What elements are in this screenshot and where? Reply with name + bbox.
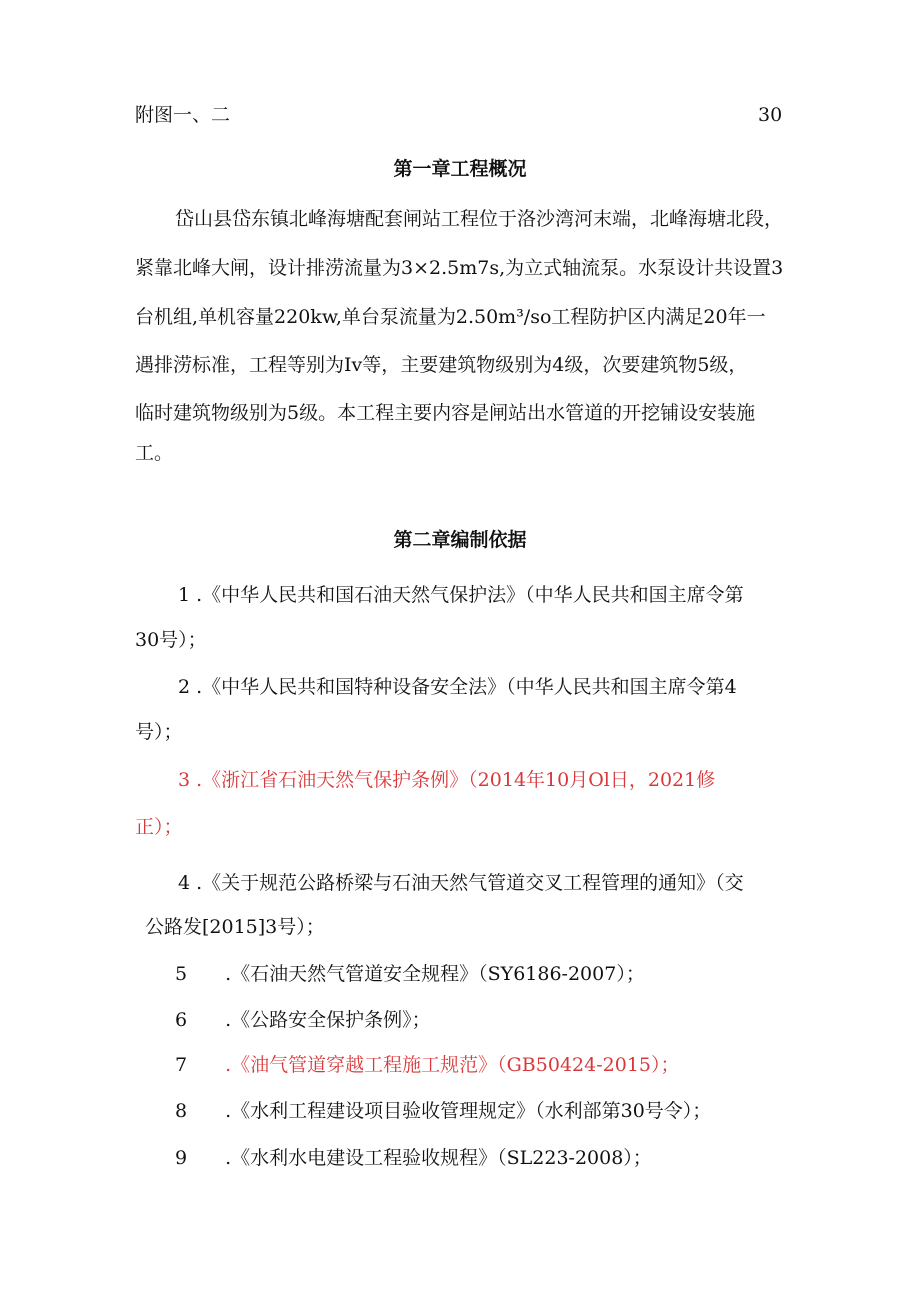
chapter1-paragraph-line: 紧靠北峰大闸，设计排涝流量为3×2.5m7s,为立式轴流泵。水泵设计共设置3 (135, 257, 784, 279)
reference-item-7 (175, 1053, 680, 1077)
reference-item-3-cont: 正）； (135, 816, 183, 838)
chapter1-title: 第一章工程概况 (393, 158, 527, 180)
item-number: 7 (175, 1054, 188, 1076)
item-number: 3 (178, 769, 191, 791)
item-number: 2 (178, 676, 191, 698)
reference-item-5 (175, 962, 645, 986)
reference-item-2-cont: 号）； (135, 721, 183, 743)
reference-item-6 (175, 1008, 431, 1032)
chapter2-title: 第二章编制依据 (393, 529, 527, 551)
item-text: .《中华人民共和国石油天然气保护法》（中华人民共和国主席令第 (196, 584, 744, 606)
reference-item-9 (175, 1146, 652, 1170)
item-text: .《浙江省石油天然气保护条例》（2014年10月Ol日，2021修 (196, 769, 716, 791)
item-number: 4 (178, 872, 191, 894)
item-text: .《关于规范公路桥梁与石油天然气管道交叉工程管理的通知》（交 (196, 872, 744, 894)
item-number: 1 (178, 584, 191, 606)
item-number: 5 (175, 963, 188, 985)
reference-item-1-cont: 30号）； (135, 629, 207, 651)
toc-entry-label: 附图一、二 (135, 104, 231, 126)
reference-item-2 (178, 675, 737, 699)
chapter1-paragraph-line: 台机组,单机容量220kw,单台泵流量为2.50m³/so工程防护区内满足20年一 (135, 306, 766, 328)
chapter1-paragraph-line: 临时建筑物级别为5级。本工程主要内容是闸站出水管道的开挖铺设安装施 (135, 402, 756, 424)
item-text: .《水利工程建设项目验收管理规定》（水利部第30号令）； (225, 1100, 712, 1122)
item-number: 9 (175, 1147, 188, 1169)
reference-item-4 (178, 871, 744, 895)
chapter1-paragraph-line: 工。 (135, 442, 174, 464)
item-text: .《中华人民共和国特种设备安全法》（中华人民共和国主席令第4 (196, 676, 737, 698)
item-text: .《水利水电建设工程验收规程》（SL223-2008）； (225, 1147, 652, 1169)
item-text: .《油气管道穿越工程施工规范》（GB50424-2015）； (225, 1054, 680, 1076)
item-number: 6 (175, 1009, 188, 1031)
item-number: 8 (175, 1100, 188, 1122)
reference-item-8 (175, 1099, 711, 1123)
toc-entry-page: 30 (758, 104, 783, 126)
chapter1-paragraph-line: 岱山县岱东镇北峰海塘配套闸站工程位于洛沙湾河末端，北峰海塘北段， (175, 208, 784, 230)
reference-item-4-cont: 公路发[2015]3号）； (145, 916, 325, 938)
item-text: .《公路安全保护条例》； (225, 1009, 431, 1031)
item-text: .《石油天然气管道安全规程》（SY6186-2007）； (225, 963, 645, 985)
chapter1-paragraph-line: 遇排涝标准，工程等别为Iv等，主要建筑物级别为4级，次要建筑物5级， (135, 354, 748, 376)
reference-item-1 (178, 583, 744, 607)
reference-item-3 (178, 768, 715, 792)
